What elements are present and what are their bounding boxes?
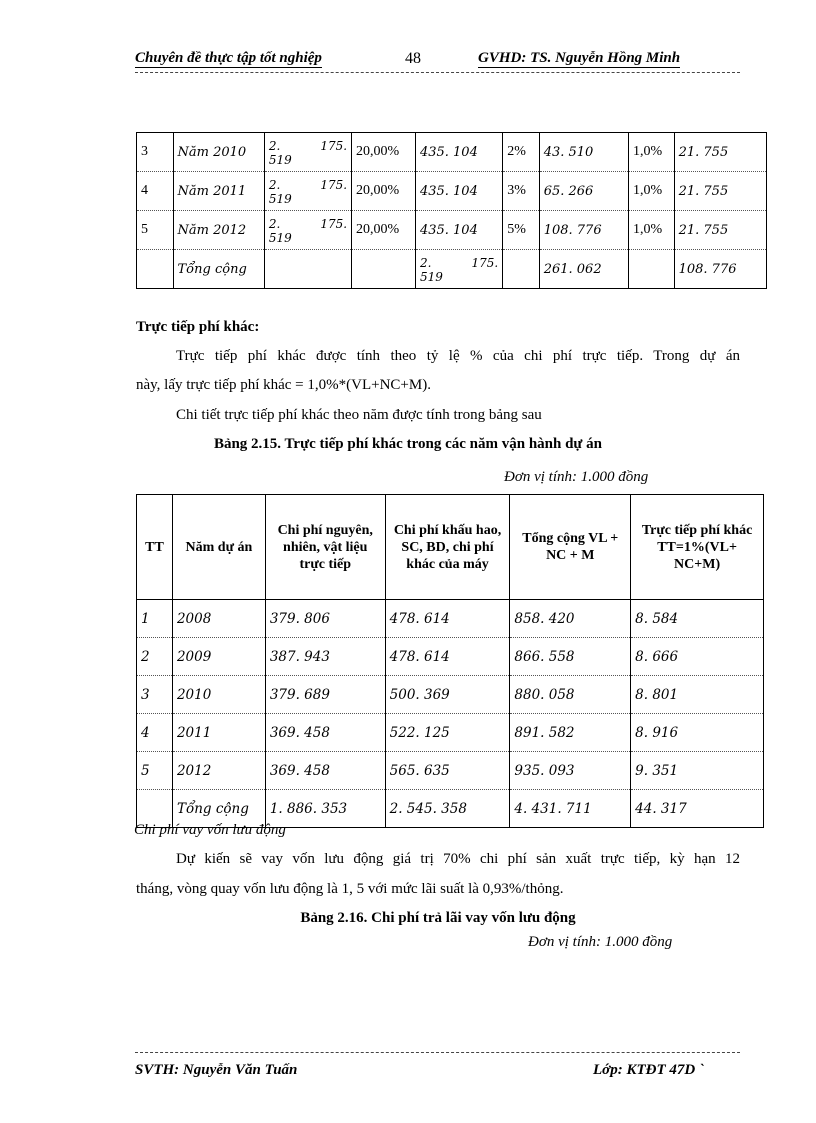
table-total-row [137, 250, 767, 289]
table-row [137, 752, 764, 790]
cell: 20,00% [352, 172, 416, 211]
header-tt: TT [137, 495, 173, 600]
paragraph-line: tháng, vòng quay vốn lưu động là 1, 5 với mức lãi suất là 0,93%/thỏng. [136, 881, 564, 897]
header-year: Năm dự án [172, 495, 265, 600]
cell: 866. 558 [510, 638, 631, 676]
cell: 261. 062 [539, 250, 628, 289]
paragraph-line: Dự kiến sẽ vay vốn lưu động giá trị 70% chi phí sản xuất trực tiếp, kỳ hạn 12 [176, 851, 740, 867]
cell: 2011 [172, 714, 265, 752]
table-row [137, 600, 764, 638]
section-heading: Trực tiếp phí khác: [136, 319, 260, 335]
cell: 565. 635 [385, 752, 510, 790]
cell: 2008 [172, 600, 265, 638]
paragraph-line: này, lấy trực tiếp phí khác = 1,0%*(VL+NC+M). [136, 377, 431, 393]
cell: 891. 582 [510, 714, 631, 752]
cell: 2. 175. 519 [264, 172, 351, 211]
cell [503, 250, 540, 289]
cell: 387. 943 [265, 638, 385, 676]
cell: 21. 755 [674, 133, 766, 172]
cell [628, 250, 674, 289]
cell: Năm 2010 [173, 133, 264, 172]
header-advisor: GVHD: TS. Nguyễn Hồng Minh [478, 50, 681, 66]
cell: 435. 104 [415, 172, 502, 211]
cell: 478. 614 [385, 600, 510, 638]
section-heading: Chi phí vay vốn lưu động [134, 822, 286, 838]
cell: 108. 776 [674, 250, 766, 289]
header-total: Tổng cộng VL + NC + M [510, 495, 631, 600]
cell: 8. 666 [631, 638, 764, 676]
header-title: Chuyên đề thực tập tốt nghiệp [135, 50, 322, 66]
cell [352, 250, 416, 289]
cell: 2012 [172, 752, 265, 790]
cell: 5 [137, 752, 173, 790]
cell: 4 [137, 172, 174, 211]
cell: 2% [503, 133, 540, 172]
cell: 935. 093 [510, 752, 631, 790]
table-row [137, 676, 764, 714]
table-continuation [136, 132, 767, 289]
cell: 379. 689 [265, 676, 385, 714]
cell: 108. 776 [539, 211, 628, 250]
header-depreciation: Chi phí khấu hao, SC, BD, chi phí khác của máy [385, 495, 510, 600]
cell: 8. 916 [631, 714, 764, 752]
cell: 21. 755 [674, 211, 766, 250]
page-number: 48 [405, 50, 421, 67]
unit-note: Đơn vị tính: 1.000 đồng [504, 469, 649, 485]
cell: 2009 [172, 638, 265, 676]
paragraph-line: Chi tiết trực tiếp phí khác theo năm được tính trong bảng sau [176, 407, 542, 423]
cell: 4 [137, 714, 173, 752]
table-row [137, 172, 767, 211]
cell: 2. 545. 358 [385, 790, 510, 828]
cell: 500. 369 [385, 676, 510, 714]
cell: 9. 351 [631, 752, 764, 790]
header-other: Trực tiếp phí khác TT=1%(VL+ NC+M) [631, 495, 764, 600]
cell: 435. 104 [415, 211, 502, 250]
cell: 3 [137, 133, 174, 172]
cell: 3% [503, 172, 540, 211]
header-divider [135, 72, 740, 73]
table-row [137, 638, 764, 676]
table-caption: Bảng 2.15. Trực tiếp phí khác trong các năm vận hành dự án [213, 436, 603, 452]
cell: 379. 806 [265, 600, 385, 638]
cell: Năm 2012 [173, 211, 264, 250]
cell: 880. 058 [510, 676, 631, 714]
unit-note: Đơn vị tính: 1.000 đồng [528, 934, 673, 950]
cell: 3 [137, 676, 173, 714]
cell: Tổng cộng [172, 790, 265, 828]
cell: 1,0% [628, 133, 674, 172]
cell: 2010 [172, 676, 265, 714]
cell: 2. 175. 519 [415, 250, 502, 289]
cell: 4. 431. 711 [510, 790, 631, 828]
cell: 522. 125 [385, 714, 510, 752]
paragraph-line: Trực tiếp phí khác được tính theo tỷ lệ % của chi phí trực tiếp. Trong dự án [176, 348, 740, 364]
cell: 435. 104 [415, 133, 502, 172]
cell [137, 250, 174, 289]
cell: 369. 458 [265, 752, 385, 790]
footer-divider [135, 1052, 740, 1053]
cell: 5 [137, 211, 174, 250]
cell: 1 [137, 600, 173, 638]
table-header-row [137, 495, 764, 600]
table-caption: Bảng 2.16. Chi phí trả lãi vay vốn lưu động [300, 910, 576, 926]
cell: 20,00% [352, 211, 416, 250]
cell: Tổng cộng [173, 250, 264, 289]
cell: Năm 2011 [173, 172, 264, 211]
cell: 2. 175. 519 [264, 211, 351, 250]
footer-class: Lớp: KTĐT 47D ` [593, 1062, 704, 1078]
cell: 44. 317 [631, 790, 764, 828]
cell: 43. 510 [539, 133, 628, 172]
header-materials: Chi phí nguyên, nhiên, vật liệu trực tiếp [265, 495, 385, 600]
table-row [137, 714, 764, 752]
cell: 1. 886. 353 [265, 790, 385, 828]
cell: 65. 266 [539, 172, 628, 211]
cell: 1,0% [628, 172, 674, 211]
footer-student: SVTH: Nguyễn Văn Tuấn [135, 1062, 298, 1078]
cell: 858. 420 [510, 600, 631, 638]
cell: 20,00% [352, 133, 416, 172]
table-other-costs [136, 494, 764, 828]
cell: 369. 458 [265, 714, 385, 752]
cell [264, 250, 351, 289]
cell: 2 [137, 638, 173, 676]
cell: 8. 801 [631, 676, 764, 714]
table-row [137, 211, 767, 250]
cell: 2. 175. 519 [264, 133, 351, 172]
cell: 478. 614 [385, 638, 510, 676]
cell: 21. 755 [674, 172, 766, 211]
cell: 5% [503, 211, 540, 250]
cell: 8. 584 [631, 600, 764, 638]
cell: 1,0% [628, 211, 674, 250]
table-row [137, 133, 767, 172]
